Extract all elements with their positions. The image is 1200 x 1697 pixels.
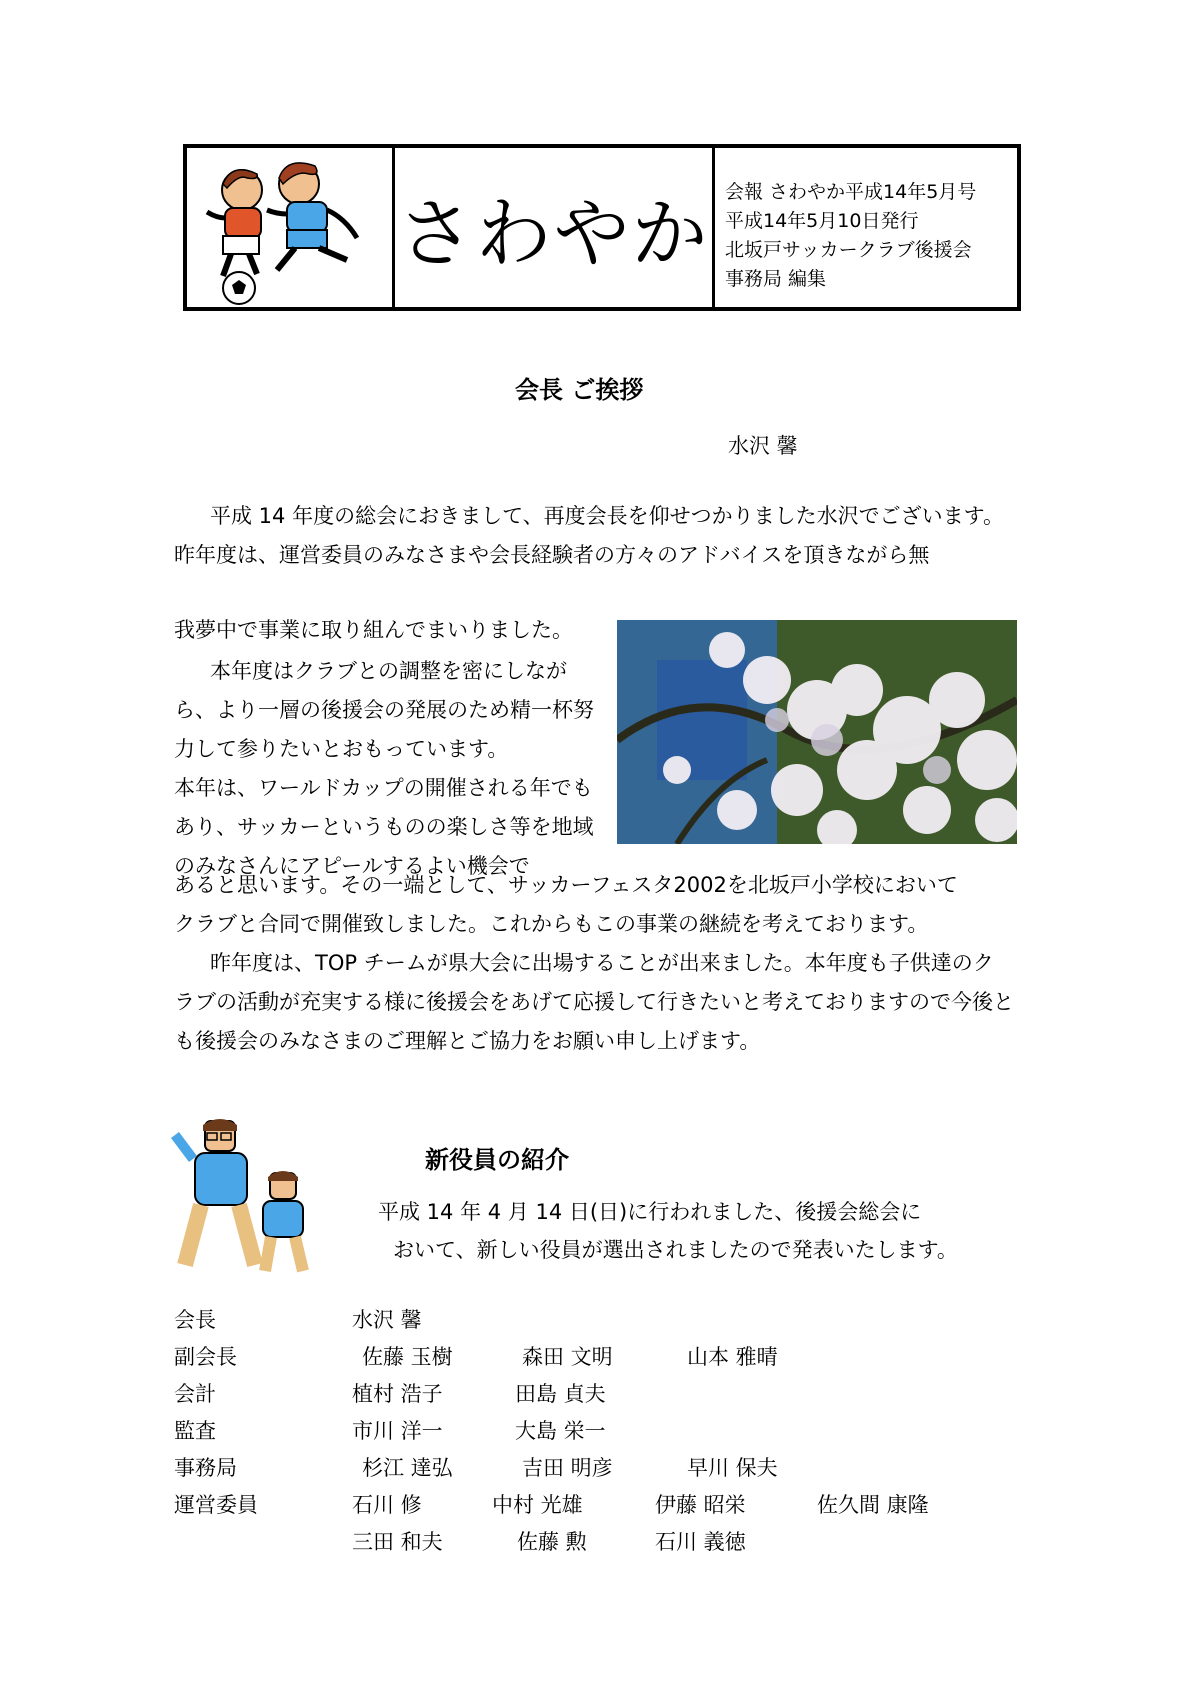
- officers-intro-line: 平成 14 年 4 月 14 日(日)に行われました、後援会総会に: [378, 1200, 922, 1224]
- greeting-paragraph: 平成 14 年度の総会におきまして、再度会長を仰せつかりました水沢でございます。: [210, 504, 1004, 528]
- greeting-author: 水沢 馨: [728, 434, 798, 458]
- officer-name: 佐久間 康隆: [817, 1492, 929, 1517]
- officer-name: 田島 貞夫: [515, 1381, 606, 1406]
- soccer-players-icon: [187, 148, 387, 308]
- issue-info: [715, 148, 1017, 307]
- officers-heading: 新役員の紹介: [425, 1146, 569, 1174]
- officer-row: [174, 1300, 929, 1337]
- father-and-son-illustration: [165, 1115, 335, 1279]
- officer-name: 山本 雅晴: [687, 1344, 778, 1369]
- cherry-blossom-photo: [617, 620, 1017, 844]
- officer-name: 中村 光雄: [492, 1492, 583, 1517]
- greeting-body-wrap: [174, 652, 604, 886]
- issue-info-line: 会報 さわやか平成14年5月号: [725, 181, 977, 203]
- officer-name: 伊藤 昭栄: [655, 1492, 746, 1517]
- officer-row: [174, 1522, 929, 1559]
- newsletter-title: さわやか: [397, 189, 710, 278]
- soccer-players-illustration: [187, 148, 395, 307]
- officer-name: 杉江 達弘: [362, 1455, 453, 1480]
- officer-row: [174, 1337, 929, 1374]
- officer-name: 佐藤 勲: [517, 1529, 587, 1554]
- masthead: [183, 144, 1021, 311]
- officer-name: 市川 洋一: [352, 1418, 443, 1443]
- officer-name: 早川 保夫: [687, 1455, 778, 1480]
- officer-name: 石川 修: [352, 1492, 422, 1517]
- officer-row: [174, 1448, 929, 1485]
- greeting-paragraph: あると思います。その一端として、サッカーフェスタ2002を北坂戸小学校において: [174, 873, 958, 897]
- greeting-paragraph: 昨年度は、運営委員のみなさまや会長経験者の方々のアドバイスを頂きながら無: [174, 543, 930, 567]
- issue-info-line: 北坂戸サッカークラブ後援会: [725, 239, 972, 261]
- officer-name: 三田 和夫: [352, 1529, 443, 1554]
- officer-name: 水沢 馨: [352, 1307, 422, 1332]
- greeting-paragraph: 本年は、ワールドカップの開催される年でもあり、サッカーというものの楽しさ等を地域のみなさんにアピールするよい機会で: [174, 776, 594, 878]
- officer-role: 事務局: [174, 1455, 237, 1480]
- people-icon: [165, 1115, 335, 1275]
- officer-row: [174, 1411, 929, 1448]
- issue-info-line: 事務局 編集: [725, 268, 827, 290]
- officer-name: 植村 浩子: [352, 1381, 443, 1406]
- greeting-paragraph: 我夢中で事業に取り組んでまいりました。: [174, 618, 573, 642]
- officer-name: 森田 文明: [522, 1344, 613, 1369]
- officer-role: 会長: [174, 1307, 216, 1332]
- officer-name: 吉田 明彦: [522, 1455, 613, 1480]
- greeting-heading: 会長 ご挨拶: [515, 376, 644, 404]
- officers-intro-line: おいて、新しい役員が選出されましたので発表いたします。: [393, 1238, 958, 1262]
- officer-row: [174, 1374, 929, 1411]
- officer-row: [174, 1485, 929, 1522]
- officer-role: 会計: [174, 1381, 216, 1406]
- greeting-paragraph: 昨年度は、TOP チームが県大会に出場することが出来ました。本年度も子供達のクラブの活動が充実する様に後援会をあげて応援して行きたいと考えておりますので今後とも後援会のみなさまのご理解とご協力をお願い申し上げます。: [174, 951, 1014, 1053]
- officer-role: 副会長: [174, 1344, 237, 1369]
- officer-role: 運営委員: [174, 1492, 258, 1517]
- officer-name: 佐藤 玉樹: [362, 1344, 453, 1369]
- greeting-body-top: [174, 497, 1014, 575]
- officer-role: 監査: [174, 1418, 216, 1443]
- greeting-body-bottom: [174, 866, 1014, 1061]
- greeting-paragraph: 本年度はクラブとの調整を密にしながら、より一層の後援会の発展のため精一杯努力して参りたいとおもっています。: [174, 659, 594, 761]
- greeting-paragraph: クラブと合同で開催致しました。これからもこの事業の継続を考えております。: [174, 912, 929, 936]
- newsletter-title-cell: [395, 148, 715, 307]
- officers-list: [174, 1300, 929, 1559]
- issue-info-line: 平成14年5月10日発行: [725, 210, 919, 232]
- officer-name: 大島 栄一: [515, 1418, 606, 1443]
- officer-name: 石川 義徳: [655, 1529, 746, 1554]
